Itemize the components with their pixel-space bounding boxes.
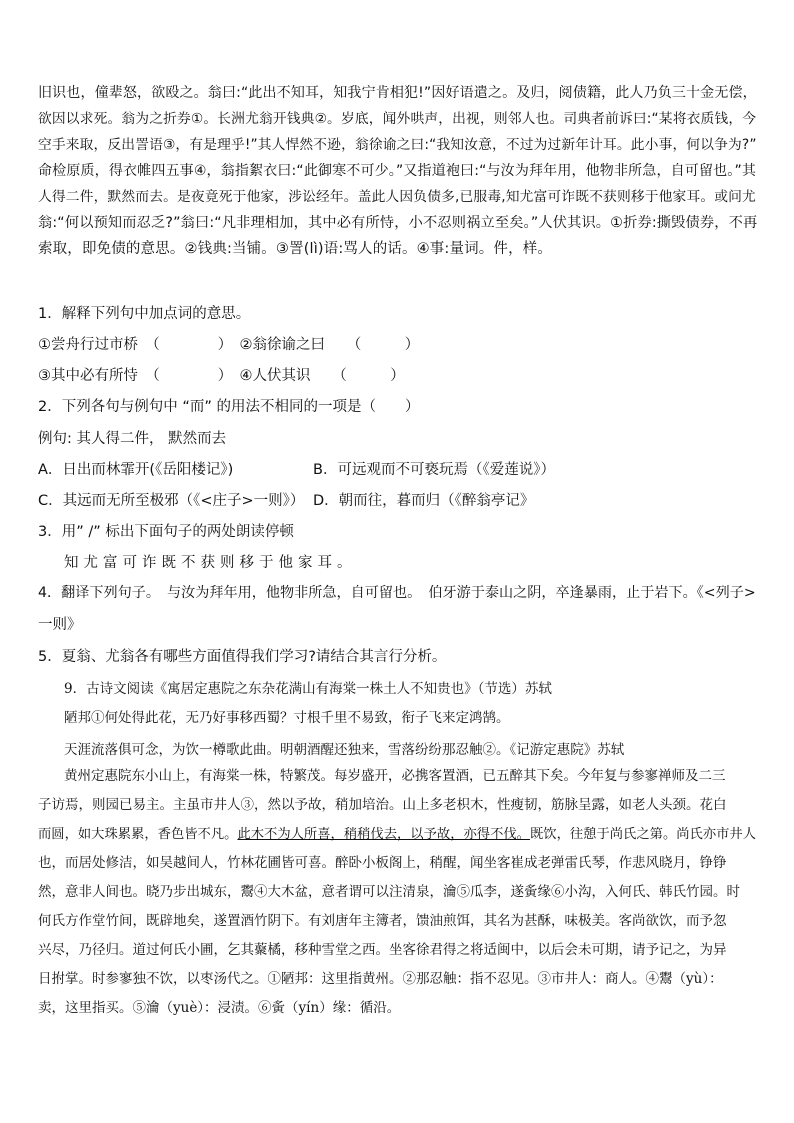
question-2-option-b: B．可远观而不可亵玩焉（《爱莲说》） <box>313 462 555 478</box>
question-2-option-a: A．日出而林霏开(《岳阳楼记》) <box>38 462 234 478</box>
poem-section-header: 9．古诗文阅读《寓居定惠院之东杂花满山有海棠一株土人不知贵也》（节选）苏轼 <box>64 681 552 697</box>
question-2-option-c: C．其远而无所至极邪（《<庄子>一则》） <box>38 493 305 509</box>
prose-line: 黄州定惠院东小山上，有海棠一株，特繁茂。每岁盛开，必携客置酒，已五醉其下矣。今年复与参寥禅师及二三 <box>64 768 726 784</box>
prose-line: 子访焉，则园已易主。主虽市井人③，然以予故，稍加培治。山上多老枳木，性瘦韧，筋脉呈露，如老人头颈。花白 <box>38 797 727 813</box>
question-4-line: 一则》 <box>38 617 82 633</box>
prose-line: 也，而居处修洁，如吴越间人，竹林花圃皆可喜。醉卧小板阁上，稍醒，闻坐客崔成老弹雷氏琴，作悲风晓月，铮铮 <box>38 855 727 871</box>
underlined-sentence: 此木不为人所喜，稍稍伐去，以予故，亦得不伐。 <box>237 827 530 842</box>
poem-verse: 天涯流落俱可念，为饮一樽歌此曲。明朝酒醒还独来，雪落纷纷那忍触②。《记游定惠院》苏轼 <box>64 742 625 758</box>
question-1-row: ③其中必有所恃 （ ） ④人伏其识 （ ） <box>38 368 405 384</box>
question-3-title: 3．用” /” 标出下面句子的两处朗读停顿 <box>38 524 294 540</box>
question-2-example: 例句: 其人得二件， 默然而去 <box>38 431 227 447</box>
passage-line: 翁:“何以预知而忍乏?”翁曰:“凡非理相加，其中必有所恃，小不忍则祸立至矣。”人伏其识。①折券:撕毁债券，不再 <box>38 215 758 231</box>
prose-line: 何氏方作堂竹间，既辟地矣，遂置酒竹阴下。有刘唐年主簿者，馈油煎饵，其名为甚酥，味极美。客尚欲饮，而予忽 <box>38 913 727 929</box>
passage-line: 命检原质，得衣帷四五事④，翁指絮衣曰:“此御寒不可少。”又指道袍曰:“与汝为拜年用，他物非所急，自可留也。”其 <box>38 163 757 179</box>
question-5-title: 5．夏翁、尤翁各有哪些方面值得我们学习?请结合其言行分析。 <box>38 649 447 665</box>
prose-line: 卖，这里指买。⑤瀹（yuè）：浸渍。⑥夤（yín）缘：循沿。 <box>38 1000 401 1016</box>
question-3-sentence: 知尤富可诈既不获则移于他家耳。 <box>64 555 357 571</box>
prose-text: 既饮，往憩于尚氏之第。尚氏亦市井人 <box>529 827 757 842</box>
question-1-title: 1．解释下列句中加点词的意思。 <box>38 306 251 322</box>
prose-line-with-underline <box>38 820 762 849</box>
question-1-row: ①尝舟行过市桥 （ ） ②翁徐谕之曰 （ ） <box>38 337 420 353</box>
prose-line: 日拊掌。时参寥独不饮，以枣汤代之。①陋邦：这里指黄州。②那忍触：指不忍见。③市井人：商人。④鬻（yù）： <box>38 971 723 987</box>
passage-line: 人得二件，默然而去。是夜竟死于他家，涉讼经年。盖此人因负债多,已服毒,知尤富可诈既不获则移于他家耳。或问尤 <box>38 189 756 205</box>
poem-verse: 陋邦①何处得此花，无乃好事移西蜀？寸根千里不易致，衔子飞来定鸿鹄。 <box>64 710 510 726</box>
prose-text: 而圆，如大珠累累，香色皆不凡。 <box>38 827 238 842</box>
classical-passage <box>38 80 762 262</box>
prose-line: 兴尽，乃径归。道过何氏小圃，乞其藂橘，移种雪堂之西。坐客徐君得之将适闽中，以后会未可期，请予记之，为异 <box>38 942 727 958</box>
prose-passage <box>38 762 762 1023</box>
passage-line: 欲因以求死。翁为之折券①。长洲尤翁开钱典②。岁底，闻外哄声，出视，则邻人也。司典者前诉曰:“某将衣质钱，今 <box>38 111 757 127</box>
passage-line: 旧识也，僮辈怒，欲殴之。翁曰:“此出不知耳，知我宁肯相犯!”因好语遣之。及归，阅债籍，此人乃负三十金无偿， <box>38 85 757 101</box>
prose-line: 然，意非人间也。晓乃步出城东，鬻④大木盆，意者谓可以注清泉，瀹⑤瓜李，遂夤缘⑥小沟，入何氏、韩氏竹园。时 <box>38 884 740 900</box>
question-4-line: 4．翻译下列句子。 与汝为拜年用，他物非所急，自可留也。 伯牙游于泰山之阴，卒逢暴雨，止于岩下。《<列子> <box>38 585 756 601</box>
passage-line: 索取，即免债的意思。②钱典:当铺。③詈(lì)语:骂人的话。④事:量词。件，样。 <box>38 241 553 257</box>
question-2-option-d: D．朝而往，暮而归（《醉翁亭记》 <box>313 493 535 509</box>
passage-line: 空手来取，反出詈语③，有是理乎!”其人悍然不逊，翁徐谕之曰:“我知汝意，不过为过新年计耳。此小事，何以争为?” <box>38 137 757 153</box>
question-2-title: 2．下列各句与例句中 “而” 的用法不相同的一项是（ ） <box>38 399 420 415</box>
